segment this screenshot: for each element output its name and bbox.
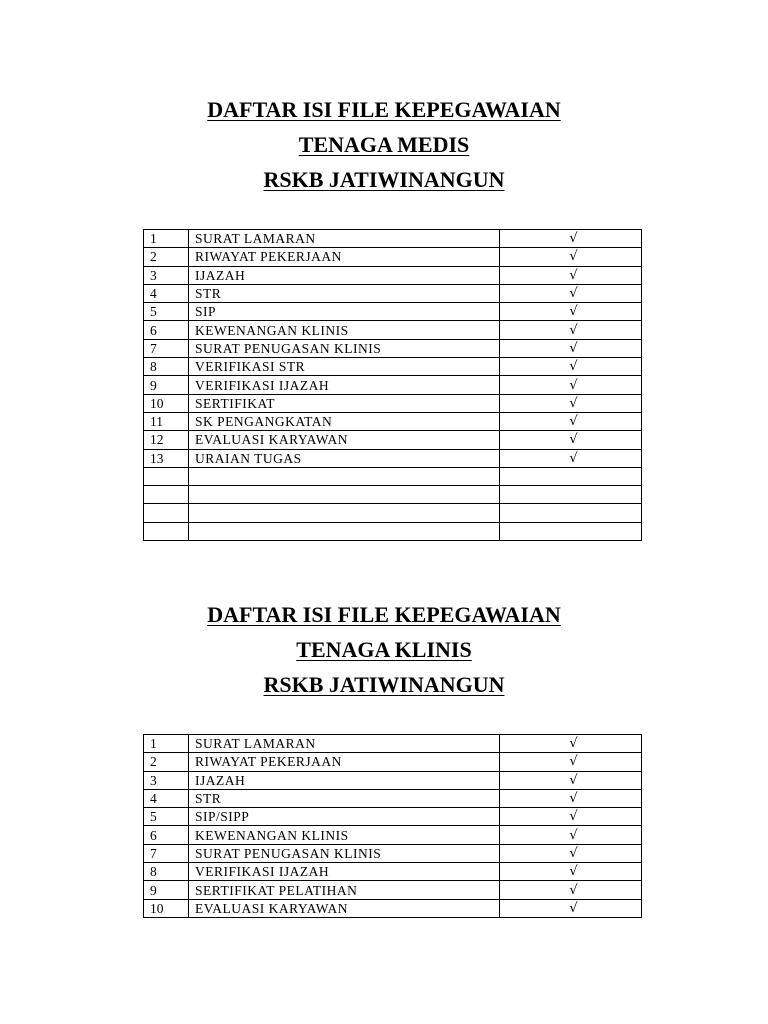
row-number: 2 — [144, 753, 189, 771]
row-checkmark: √ — [500, 284, 642, 302]
row-checkmark: √ — [500, 771, 642, 789]
row-number: 9 — [144, 376, 189, 394]
section-title-line-2: TENAGA KLINIS — [296, 637, 472, 662]
row-item-name: EVALUASI KARYAWAN — [189, 431, 500, 449]
table-row — [144, 321, 642, 339]
row-number: 5 — [144, 303, 189, 321]
table-row — [144, 412, 642, 430]
row-item-name — [189, 522, 500, 540]
row-number: 10 — [144, 899, 189, 917]
row-number — [144, 486, 189, 504]
row-item-name: KEWENANGAN KLINIS — [189, 826, 500, 844]
row-checkmark: √ — [500, 881, 642, 899]
table-row — [144, 467, 642, 485]
row-item-name — [189, 486, 500, 504]
row-checkmark: √ — [500, 449, 642, 467]
section-title-line-3: RSKB JATIWINANGUN — [263, 167, 505, 192]
row-item-name: STR — [189, 284, 500, 302]
row-checkmark: √ — [500, 735, 642, 753]
row-number: 12 — [144, 431, 189, 449]
row-number: 8 — [144, 358, 189, 376]
section-title-line-1: DAFTAR ISI FILE KEPEGAWAIAN — [207, 97, 561, 122]
row-checkmark: √ — [500, 753, 642, 771]
row-checkmark: √ — [500, 358, 642, 376]
section-title-line-3: RSKB JATIWINANGUN — [263, 672, 505, 697]
row-checkmark: √ — [500, 266, 642, 284]
table-row — [144, 230, 642, 248]
row-item-name: VERIFIKASI IJAZAH — [189, 863, 500, 881]
row-item-name: SERTIFIKAT — [189, 394, 500, 412]
row-checkmark: √ — [500, 412, 642, 430]
row-checkmark: √ — [500, 303, 642, 321]
table-row — [144, 826, 642, 844]
row-number — [144, 467, 189, 485]
row-item-name: SURAT LAMARAN — [189, 735, 500, 753]
row-item-name: SURAT PENUGASAN KLINIS — [189, 844, 500, 862]
row-number — [144, 504, 189, 522]
row-item-name — [189, 467, 500, 485]
row-item-name: SURAT LAMARAN — [189, 230, 500, 248]
row-number: 4 — [144, 789, 189, 807]
row-item-name: VERIFIKASI IJAZAH — [189, 376, 500, 394]
table-row — [144, 284, 642, 302]
row-number: 4 — [144, 284, 189, 302]
section-tenaga-klinis — [0, 597, 768, 916]
row-checkmark: √ — [500, 394, 642, 412]
row-checkmark: √ — [500, 789, 642, 807]
table-row — [144, 735, 642, 753]
row-item-name: URAIAN TUGAS — [189, 449, 500, 467]
row-number: 7 — [144, 844, 189, 862]
row-checkmark: √ — [500, 844, 642, 862]
table-row — [144, 808, 642, 826]
row-number: 10 — [144, 394, 189, 412]
table-row — [144, 449, 642, 467]
table-row — [144, 899, 642, 917]
row-checkmark: √ — [500, 826, 642, 844]
row-checkmark — [500, 486, 642, 504]
row-checkmark: √ — [500, 376, 642, 394]
table-row — [144, 844, 642, 862]
row-checkmark: √ — [500, 248, 642, 266]
row-checkmark — [500, 504, 642, 522]
table-row — [144, 431, 642, 449]
table-row — [144, 789, 642, 807]
row-number: 5 — [144, 808, 189, 826]
section-title-line-1: DAFTAR ISI FILE KEPEGAWAIAN — [207, 602, 561, 627]
row-number: 6 — [144, 826, 189, 844]
table-row — [144, 394, 642, 412]
table-row — [144, 771, 642, 789]
section-title-line-2: TENAGA MEDIS — [298, 132, 470, 157]
row-item-name: SIP/SIPP — [189, 808, 500, 826]
row-item-name: IJAZAH — [189, 771, 500, 789]
table-row — [144, 358, 642, 376]
row-checkmark: √ — [500, 339, 642, 357]
table-row — [144, 863, 642, 881]
table-row — [144, 522, 642, 540]
table-row — [144, 486, 642, 504]
row-item-name: VERIFIKASI STR — [189, 358, 500, 376]
file-checklist-table — [143, 734, 642, 918]
row-item-name: IJAZAH — [189, 266, 500, 284]
row-checkmark: √ — [500, 863, 642, 881]
table-row — [144, 753, 642, 771]
row-item-name: KEWENANGAN KLINIS — [189, 321, 500, 339]
row-item-name: RIWAYAT PEKERJAAN — [189, 248, 500, 266]
row-number: 2 — [144, 248, 189, 266]
row-number: 11 — [144, 412, 189, 430]
row-item-name — [189, 504, 500, 522]
row-number: 3 — [144, 266, 189, 284]
row-item-name: SIP — [189, 303, 500, 321]
table-row — [144, 376, 642, 394]
row-item-name: SERTIFIKAT PELATIHAN — [189, 881, 500, 899]
table-row — [144, 339, 642, 357]
row-checkmark: √ — [500, 431, 642, 449]
row-number: 9 — [144, 881, 189, 899]
row-checkmark — [500, 467, 642, 485]
table-row — [144, 248, 642, 266]
row-checkmark: √ — [500, 899, 642, 917]
file-checklist-table — [143, 229, 642, 541]
row-number: 1 — [144, 230, 189, 248]
row-number: 13 — [144, 449, 189, 467]
table-row — [144, 881, 642, 899]
row-number: 7 — [144, 339, 189, 357]
section-tenaga-medis — [0, 92, 768, 466]
row-number: 8 — [144, 863, 189, 881]
row-checkmark: √ — [500, 230, 642, 248]
table-row — [144, 504, 642, 522]
table-row — [144, 303, 642, 321]
row-number: 6 — [144, 321, 189, 339]
row-item-name: EVALUASI KARYAWAN — [189, 899, 500, 917]
row-item-name: STR — [189, 789, 500, 807]
row-number: 3 — [144, 771, 189, 789]
row-number: 1 — [144, 735, 189, 753]
row-checkmark: √ — [500, 808, 642, 826]
row-item-name: RIWAYAT PEKERJAAN — [189, 753, 500, 771]
row-item-name: SURAT PENUGASAN KLINIS — [189, 339, 500, 357]
row-item-name: SK PENGANGKATAN — [189, 412, 500, 430]
row-checkmark: √ — [500, 321, 642, 339]
row-checkmark — [500, 522, 642, 540]
table-row — [144, 266, 642, 284]
row-number — [144, 522, 189, 540]
